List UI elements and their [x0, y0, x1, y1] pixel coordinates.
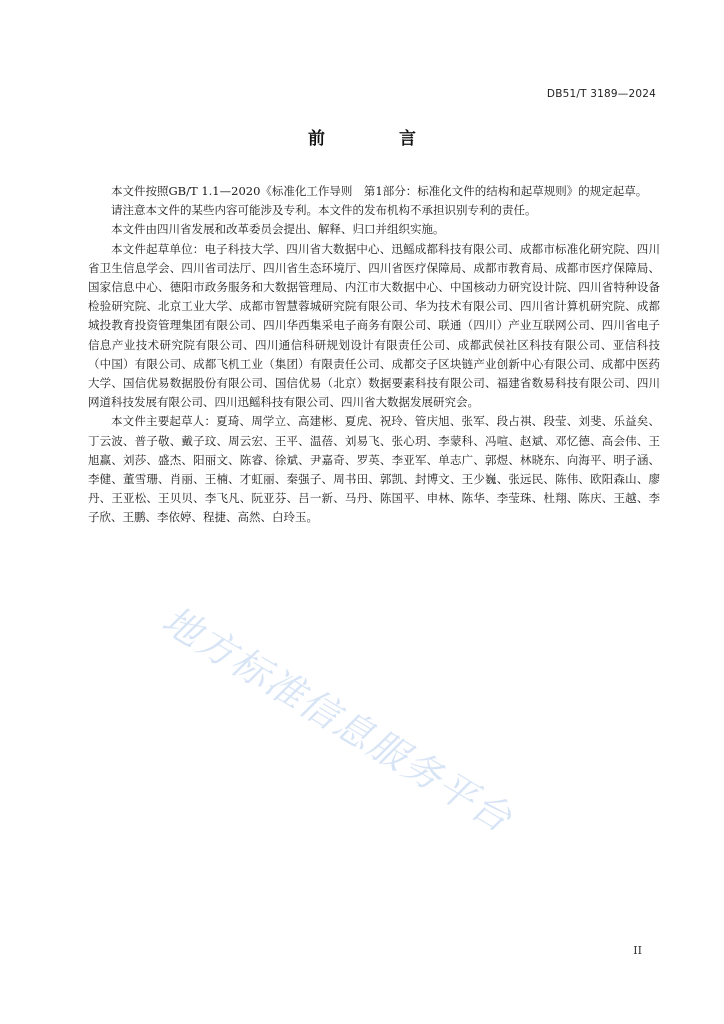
- paragraph-drafters: 本文件主要起草人：夏琦、周学立、高建彬、夏虎、祝玲、管庆旭、张军、段占祺、段莹、刘斐、乐益矣、丁云波、普子敬、戴子玟、周云宏、王平、温蓓、刘易飞、张心玥、李蒙科、冯喧、赵斌、邓忆德、高会伟、王旭赢、刘莎、盛杰、阳丽文、陈睿、徐斌、尹嘉奇、罗英、李亚军、单志广、郭煜、林晓东、向海平、明子涵、李健、董雪珊、肖丽、王楠、才虹丽、秦强子、周书田、郭凯、封博文、王少巍、张远民、陈伟、欧阳森山、廖丹、王亚松、王贝贝、李飞凡、阮亚芬、吕一新、马丹、陈国平、申林、陈华、李莹珠、杜翔、陈庆、王越、李子欣、王鹏、李依婷、程捷、高然、白玲玉。: [88, 414, 660, 525]
- foreword-body: [88, 182, 660, 528]
- paragraph-drafting-rules: 本文件按照GB/T 1.1—2020《标准化工作导则 第1部分：标准化文件的结构和起草规则》的规定起草。: [111, 184, 648, 198]
- document-code: DB51/T 3189—2024: [546, 88, 656, 100]
- page-title: 前 言: [308, 129, 450, 149]
- paragraph-drafting-units: 本文件起草单位：电子科技大学、四川省大数据中心、迅鳐成都科技有限公司、成都市标准化研究院、四川省卫生信息学会、四川省司法厅、四川省生态环境厅、四川省医疗保障局、成都市教育局、成都市医疗保障局、国家信息中心、德阳市政务服务和大数据管理局、内江市大数据中心、中国核动力研究设计院、四川省特种设备检验研究院、北京工业大学、成都市智慧蓉城研究院有限公司、华为技术有限公司、四川省计算机研究院、成都城投教育投资管理集团有限公司、四川华西集采电子商务有限公司、联通（四川）产业互联网公司、四川省电子信息产业技术研究院有限公司、四川通信科研规划设计有限责任公司、成都武侯社区科技有限公司、亚信科技（中国）有限公司、成都飞机工业（集团）有限责任公司、成都交子区块链产业创新中心有限公司、成都中医药大学、国信优易数据股份有限公司、国信优易（北京）数据要素科技有限公司、福建省数易科技有限公司、四川网道科技发展有限公司、四川迅鳐科技有限公司、四川省大数据发展研究会。: [88, 241, 660, 410]
- page-number: II: [633, 944, 642, 957]
- paragraph-proposer: 本文件由四川省发展和改革委员会提出、解释、归口并组织实施。: [111, 222, 445, 237]
- watermark: 地方标准信息服务平台: [154, 597, 521, 842]
- paragraph-patent-notice: 请注意本文件的某些内容可能涉及专利。本文件的发布机构不承担识别专利的责任。: [111, 203, 537, 218]
